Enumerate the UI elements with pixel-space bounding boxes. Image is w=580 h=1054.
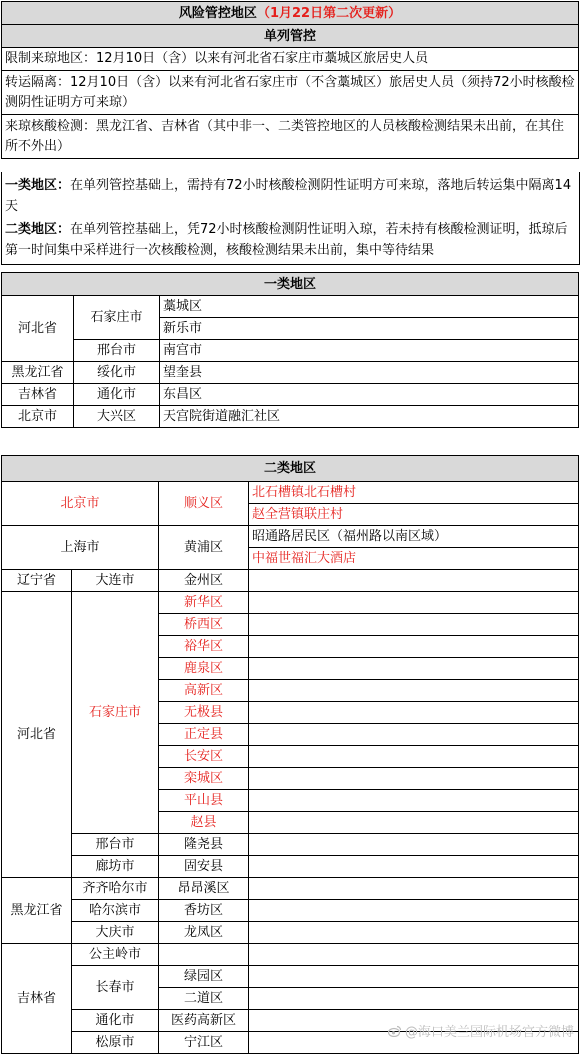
district-cell: 顺义区 xyxy=(159,482,249,526)
cat2-heading: 二类地区 xyxy=(2,456,579,482)
city-cell: 长春市 xyxy=(72,966,159,1010)
empty-cell xyxy=(159,944,249,966)
district-cell: 桥西区 xyxy=(159,614,249,636)
cat1-note-text: 在单列管控基础上，需持有72小时核酸检测阴性证明方可来琼，落地后转运集中隔离14天 xyxy=(5,178,572,214)
empty-cell xyxy=(249,636,579,658)
district-cell: 南宫市 xyxy=(160,340,579,362)
weibo-icon xyxy=(388,1025,402,1037)
nucleic-test-item: 来琼核酸检测：黑龙江省、吉林省（其中非一、二类管控地区的人员核酸检测结果未出前，在其住所不外出） xyxy=(2,115,579,159)
locality-cell: 赵全营镇联庄村 xyxy=(249,504,579,526)
empty-cell xyxy=(249,702,579,724)
empty-cell xyxy=(249,944,579,966)
city-cell: 邢台市 xyxy=(74,340,160,362)
district-cell: 望奎县 xyxy=(160,362,579,384)
title-text: 风险管控地区 xyxy=(178,5,257,21)
cat2-note-label: 二类地区： xyxy=(5,222,71,237)
city-cell: 松原市 xyxy=(72,1032,159,1054)
empty-cell xyxy=(249,878,579,900)
category-notes xyxy=(1,172,580,265)
city-cell: 廊坊市 xyxy=(72,856,159,878)
empty-cell xyxy=(249,834,579,856)
district-cell: 新乐市 xyxy=(160,318,579,340)
district-cell: 绿园区 xyxy=(159,966,249,988)
province-cell: 吉林省 xyxy=(2,384,74,406)
province-cell: 上海市 xyxy=(2,526,159,570)
district-cell: 栾城区 xyxy=(159,768,249,790)
empty-cell xyxy=(249,922,579,944)
update-note: （1月22日第二次更新） xyxy=(256,5,402,21)
province-cell: 河北省 xyxy=(2,592,72,878)
category-1-table xyxy=(1,272,579,428)
district-cell: 鹿泉区 xyxy=(159,658,249,680)
locality-cell: 中福世福汇大酒店 xyxy=(249,548,579,570)
district-cell: 赵县 xyxy=(159,812,249,834)
district-cell: 医药高新区 xyxy=(159,1010,249,1032)
province-cell: 北京市 xyxy=(2,482,159,526)
district-cell: 昂昂溪区 xyxy=(159,878,249,900)
province-cell: 河北省 xyxy=(2,296,74,362)
district-cell: 固安县 xyxy=(159,856,249,878)
province-cell: 黑龙江省 xyxy=(2,878,72,944)
empty-cell xyxy=(249,988,579,1010)
cat1-note-label: 一类地区： xyxy=(5,178,71,193)
cat2-note-text: 在单列管控基础上，凭72小时核酸检测阴性证明入琼，若未持有核酸检测证明，抵琼后第一时间集中采样进行一次核酸检测，核酸检测结果未出前，集中等待结果 xyxy=(5,222,568,258)
cat1-heading: 一类地区 xyxy=(2,273,579,296)
district-cell: 东昌区 xyxy=(160,384,579,406)
district-cell: 金州区 xyxy=(159,570,249,592)
category-2-table xyxy=(1,455,579,1054)
district-cell: 裕华区 xyxy=(159,636,249,658)
district-cell: 高新区 xyxy=(159,680,249,702)
city-cell: 齐齐哈尔市 xyxy=(72,878,159,900)
empty-cell xyxy=(249,680,579,702)
province-cell: 辽宁省 xyxy=(2,570,72,592)
single-control-heading: 单列管控 xyxy=(2,25,579,48)
district-cell: 藁城区 xyxy=(160,296,579,318)
empty-cell xyxy=(249,570,579,592)
city-cell: 大庆市 xyxy=(72,922,159,944)
cat1-note xyxy=(2,174,579,218)
district-cell: 香坊区 xyxy=(159,900,249,922)
district-cell: 黄浦区 xyxy=(159,526,249,570)
city-cell: 大连市 xyxy=(72,570,159,592)
locality-cell: 昭通路居民区（福州路以南区域） xyxy=(249,526,579,548)
province-cell: 吉林省 xyxy=(2,944,72,1054)
city-cell: 石家庄市 xyxy=(72,592,159,834)
city-cell: 通化市 xyxy=(72,1010,159,1032)
locality-cell: 北石槽镇北石槽村 xyxy=(249,482,579,504)
empty-cell xyxy=(249,900,579,922)
district-cell: 正定县 xyxy=(159,724,249,746)
empty-cell xyxy=(249,658,579,680)
empty-cell xyxy=(249,768,579,790)
empty-cell xyxy=(249,746,579,768)
district-cell: 新华区 xyxy=(159,592,249,614)
empty-cell xyxy=(249,724,579,746)
district-cell: 宁江区 xyxy=(159,1032,249,1054)
watermark xyxy=(388,1021,574,1040)
watermark-text: @海口美兰国际机场官方微博 xyxy=(404,1025,574,1040)
district-cell: 天宫院街道融汇社区 xyxy=(160,406,579,428)
city-cell: 大兴区 xyxy=(74,406,160,428)
district-cell: 无极县 xyxy=(159,702,249,724)
district-cell: 龙凤区 xyxy=(159,922,249,944)
city-cell: 绥化市 xyxy=(74,362,160,384)
empty-cell xyxy=(249,790,579,812)
empty-cell xyxy=(249,812,579,834)
city-cell: 石家庄市 xyxy=(74,296,160,340)
province-cell: 北京市 xyxy=(2,406,74,428)
empty-cell xyxy=(249,966,579,988)
transfer-isolation-item: 转运隔离：12月10日（含）以来有河北省石家庄市（不含藁城区）旅居史人员（须持72小时核酸检测阴性证明方可来琼） xyxy=(2,71,579,115)
empty-cell xyxy=(249,592,579,614)
district-cell: 二道区 xyxy=(159,988,249,1010)
empty-cell xyxy=(249,614,579,636)
restriction-item: 限制来琼地区：12月10日（含）以来有河北省石家庄市藁城区旅居史人员 xyxy=(2,48,579,71)
city-cell: 邢台市 xyxy=(72,834,159,856)
city-cell: 公主岭市 xyxy=(72,944,159,966)
cat2-note xyxy=(2,218,579,262)
page-title xyxy=(2,2,579,25)
province-cell: 黑龙江省 xyxy=(2,362,74,384)
empty-cell xyxy=(249,856,579,878)
district-cell: 长安区 xyxy=(159,746,249,768)
district-cell: 平山县 xyxy=(159,790,249,812)
city-cell: 哈尔滨市 xyxy=(72,900,159,922)
city-cell: 通化市 xyxy=(74,384,160,406)
district-cell: 隆尧县 xyxy=(159,834,249,856)
single-control-table xyxy=(1,1,579,159)
